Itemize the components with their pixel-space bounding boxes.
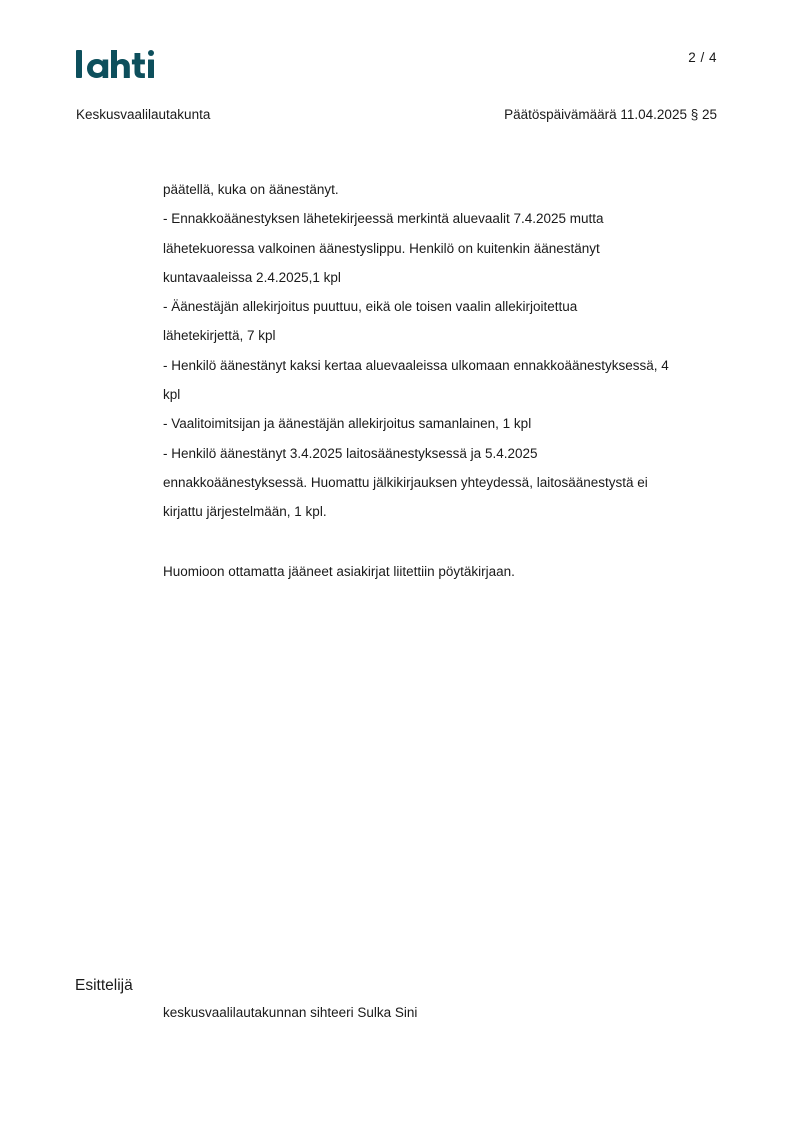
body-line: ennakkoäänestyksessä. Huomattu jälkikirjauksen yhteydessä, laitosäänestystä ei bbox=[163, 474, 648, 490]
body-line: lähetekirjettä, 7 kpl bbox=[163, 328, 276, 344]
body-line: - Ennakkoäänestyksen lähetekirjeessä merkintä aluevaalit 7.4.2025 mutta bbox=[163, 211, 604, 227]
presenter-name: keskusvaalilautakunnan sihteeri Sulka Sini bbox=[163, 1005, 418, 1020]
body-text bbox=[163, 175, 723, 527]
organization-name: Keskusvaalilautakunta bbox=[76, 107, 211, 122]
lahti-logo bbox=[75, 48, 167, 82]
body-line: - Henkilö äänestänyt 3.4.2025 laitosäänestyksessä ja 5.4.2025 bbox=[163, 445, 538, 461]
closing-paragraph: Huomioon ottamatta jääneet asiakirjat liitettiin pöytäkirjaan. bbox=[163, 564, 515, 579]
decision-date: Päätöspäivämäärä 11.04.2025 § 25 bbox=[504, 107, 717, 122]
body-line: - Henkilö äänestänyt kaksi kertaa aluevaaleissa ulkomaan ennakkoäänestyksessä, 4 bbox=[163, 357, 669, 373]
body-line: - Äänestäjän allekirjoitus puuttuu, eikä ole toisen vaalin allekirjoitettua bbox=[163, 299, 578, 315]
body-line: kirjattu järjestelmään, 1 kpl. bbox=[163, 504, 327, 520]
body-line: päätellä, kuka on äänestänyt. bbox=[163, 182, 339, 197]
body-line: lähetekuoressa valkoinen äänestyslippu. Henkilö on kuitenkin äänestänyt bbox=[163, 240, 600, 256]
body-line: kuntavaaleissa 2.4.2025,1 kpl bbox=[163, 269, 341, 285]
body-line: - Vaalitoimitsijan ja äänestäjän allekirjoitus samanlainen, 1 kpl bbox=[163, 416, 532, 432]
presenter-heading: Esittelijä bbox=[75, 977, 133, 994]
page-number: 2 / 4 bbox=[688, 50, 717, 65]
body-line: kpl bbox=[163, 387, 181, 403]
